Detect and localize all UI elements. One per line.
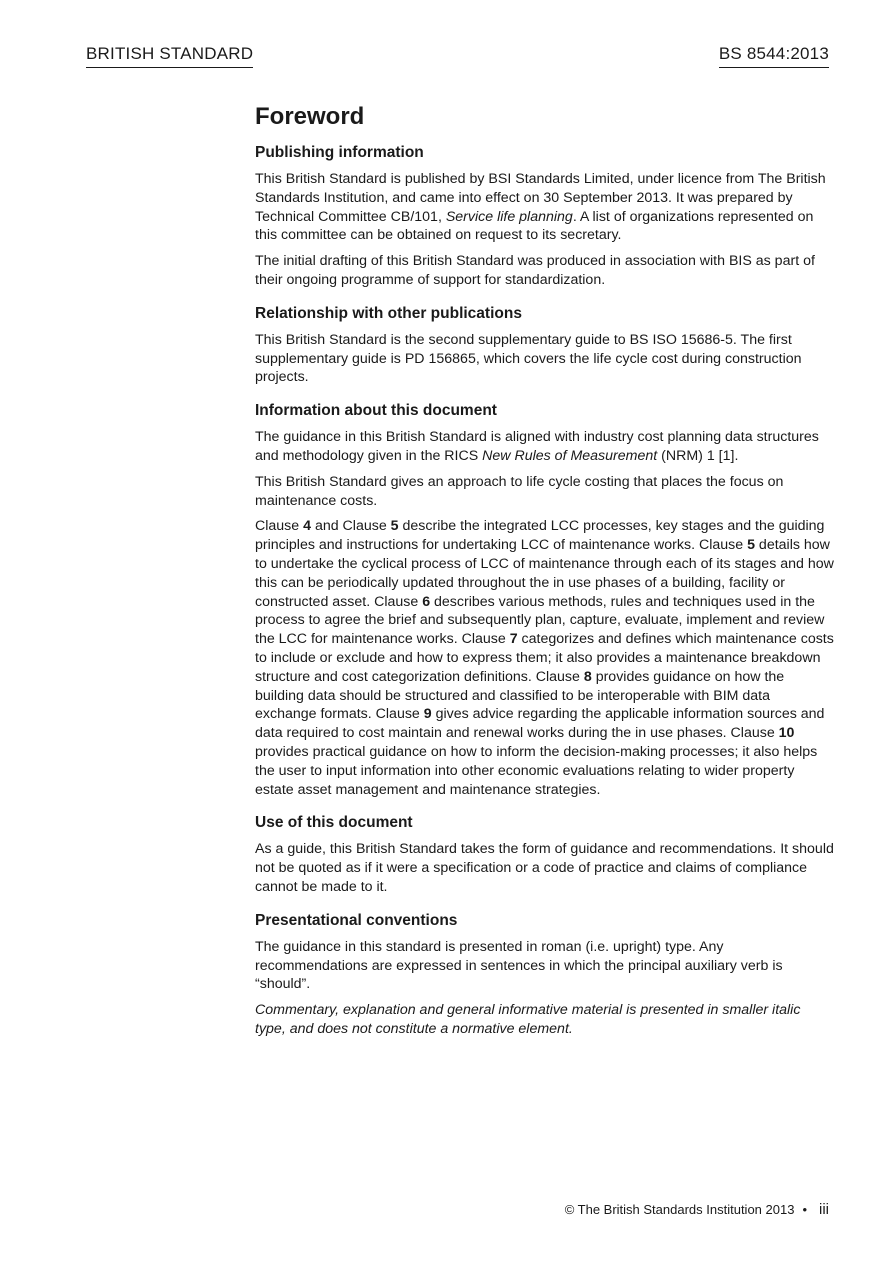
section-heading: Presentational conventions (255, 911, 458, 929)
clause-number: 10 (778, 725, 795, 742)
text-run: . A list of organizations represented on this committee can be obtained on request to its secretary. (255, 208, 814, 244)
clause-number: 9 (423, 706, 432, 723)
section-heading: Relationship with other publications (255, 304, 522, 322)
section-information (255, 401, 835, 799)
page-footer (565, 1200, 829, 1220)
text-run: details how to undertake the cyclical process of LCC of maintenance through each of its stages and how this can be periodically updated throughout the in use phases of a building, facility or constructed asset. Clause (255, 537, 834, 610)
page-title: Foreword (255, 103, 365, 130)
paragraph: This British Standard is the second supplementary guide to BS ISO 15686-5. The first supplementary guide is PD 156865, which covers the life cycle cost during construction projects. (255, 331, 802, 386)
clause-number: 8 (583, 668, 592, 685)
section-conventions (255, 911, 835, 1039)
section-publishing-information (255, 143, 835, 290)
section-relationship (255, 304, 835, 387)
italic-title: New Rules of Measurement (482, 447, 658, 464)
text-run: provides practical guidance on how to inform the decision-making processes; it also helps the user to input information into other economic evaluations relating to wider property estate asset management and maintenance strategies. (255, 743, 818, 798)
paragraph: The initial drafting of this British Standard was produced in association with BIS as part of their ongoing programme of support for standardization. (255, 253, 815, 288)
text-run: describe the integrated LCC processes, key stages and the guiding principles and instructions for undertaking LCC of maintenance works. Clause (255, 518, 825, 554)
section-use (255, 813, 835, 896)
text-run: gives advice regarding the applicable information sources and data required to cost maintain and renewal works during the in use phases. Clause (255, 706, 825, 742)
clause-number: 7 (509, 631, 518, 648)
copyright-notice: © The British Standards Institution 2013 (564, 1202, 795, 1217)
paragraph (255, 170, 835, 245)
clause-number: 4 (303, 518, 311, 535)
commentary-paragraph (255, 1001, 835, 1039)
text-run: (NRM) 1 [1]. (657, 447, 739, 464)
clause-number: 5 (747, 537, 755, 554)
text-run: This British Standard is published by BSI Standards Limited, under licence from The British Standards Institution, and came into effect on 30 September 2013. It was prepared by Technical Committee CB/101, (255, 171, 826, 225)
clause-number: 5 (390, 518, 399, 535)
section-heading: Publishing information (255, 144, 424, 161)
text-run: provides guidance on how the building data should be structured and classified to be interoperable with BIM data exchange formats. Clause (255, 668, 785, 723)
text-run: categorizes and defines which maintenance costs to include or exclude and how to express them; it also provides a maintenance breakdown structure and cost categorization definitions. Clause (255, 631, 834, 685)
paragraph: As a guide, this British Standard takes the form of guidance and recommendations. It should not be quoted as if it were a specification or a code of practice and claims of compliance cannot be made to it. (255, 841, 834, 895)
section-heading: Information about this document (255, 402, 497, 420)
text-run: and Clause (311, 518, 391, 535)
paragraph: This British Standard gives an approach to life cycle costing that places the focus on maintenance costs. (255, 473, 784, 509)
italic-title: Service life planning (445, 208, 573, 225)
bullet-separator: • (802, 1202, 807, 1217)
clause-overview-paragraph (255, 517, 835, 799)
running-header-right: BS 8544:2013 (719, 44, 829, 68)
page-number: iii (819, 1201, 829, 1218)
text-run: describes various methods, rules and techniques used in the process to agree the brief and subsequently plan, capture, evaluate, implement and review the LCC for maintenance works. Clause (255, 593, 825, 648)
running-header-left: BRITISH STANDARD (86, 44, 253, 68)
paragraph (255, 428, 835, 466)
clause-number: 6 (422, 593, 431, 610)
paragraph: The guidance in this standard is presented in roman (i.e. upright) type. Any recommendations are expressed in sentences in which the principal auxiliary verb is “should”. (255, 938, 783, 993)
text-run: Clause (255, 518, 304, 535)
italic-text: Commentary, explanation and general informative material is presented in smaller italic type, and does not constitute a normative element. (255, 1002, 801, 1037)
text-run: The guidance in this British Standard is aligned with industry cost planning data structures and methodology given in the RICS (255, 429, 819, 464)
document-body (255, 102, 835, 1053)
section-heading: Use of this document (255, 814, 413, 832)
